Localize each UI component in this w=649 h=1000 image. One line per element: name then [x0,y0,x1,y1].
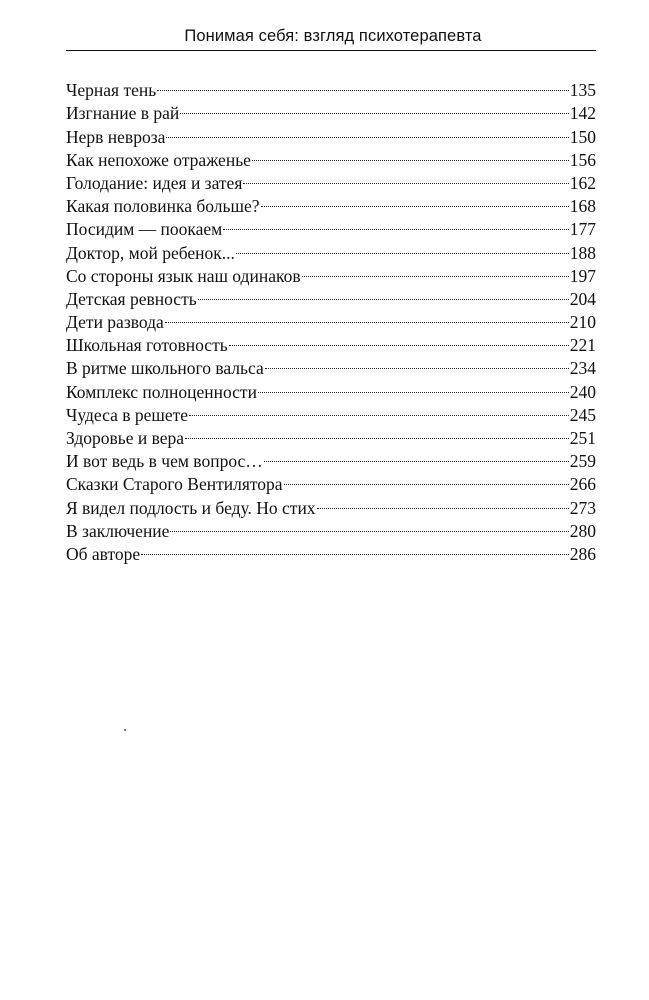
toc-entry-title: Нерв невроза [66,126,166,147]
toc-entry-page: 234 [569,358,596,379]
toc-entry-page: 286 [569,543,596,564]
toc-entry-title: Как непохоже отраженье [66,149,251,170]
dot-leader [265,351,569,374]
toc-entry-title: В заключение [66,520,170,541]
toc-entry-page: 280 [569,520,596,541]
dot-leader [302,259,569,282]
dot-leader [189,398,569,421]
dot-leader [157,73,569,96]
dot-leader [166,119,568,142]
dot-leader [252,143,569,166]
toc-entry-page: 273 [569,497,596,518]
toc-entry-page: 197 [569,265,596,286]
dot-leader [180,96,568,119]
dot-leader [165,305,569,328]
toc-entry-page: 221 [569,335,596,356]
toc-entry-title: Голодание: идея и затея [66,172,243,193]
toc-entry-title: Со стороны язык наш одинаков [66,265,301,286]
dot-leader [258,374,569,397]
dot-leader [170,514,568,537]
toc-entry-title: Доктор, мой ребенок... [66,242,235,263]
toc-entry-page: 259 [569,451,596,472]
toc-entry-page: 156 [569,149,596,170]
toc-entry-page: 240 [569,381,596,402]
toc-entry-title: Дети развода [66,312,164,333]
toc-entry-page: 135 [569,80,596,101]
toc-entry-page: 162 [569,172,596,193]
dot-leader [236,235,569,258]
toc-entry-page: 210 [569,312,596,333]
dot-leader [223,212,568,235]
toc-entry [66,537,596,564]
toc-entry-title: Школьная готовность [66,335,228,356]
toc-entry-page: 168 [569,196,596,217]
toc-entry-title: Комплекс полноценности [66,381,257,402]
toc-entry-title: Черная тень [66,80,157,101]
dot-leader [185,421,569,444]
toc-entry-title: И вот ведь в чем вопрос… [66,451,263,472]
header-rule [66,50,596,51]
toc-entry-title: Чудеса в решете [66,404,189,425]
dot-leader [284,467,569,490]
toc-entry-title: В ритме школьного вальса [66,358,264,379]
toc-entry-page: 177 [569,219,596,240]
running-head: Понимая себя: взгляд психотерапевта [184,27,482,45]
toc-entry-title: Детская ревность [66,288,197,309]
toc-entry-page: 142 [569,103,596,124]
toc-entry-title: Сказки Старого Вентилятора [66,474,283,495]
dot-leader [229,328,569,351]
dot-leader [198,282,569,305]
toc-entry-title: Посидим — поокаем [66,219,223,240]
dot-leader [264,444,569,467]
table-of-contents [66,73,596,564]
toc-entry-title: Изгнание в рай [66,103,180,124]
toc-entry-page: 188 [569,242,596,263]
toc-entry-page: 150 [569,126,596,147]
toc-entry-title: Я видел подлость и беду. Но стих [66,497,316,518]
toc-entry [66,73,596,101]
toc-entry-page: 251 [569,428,596,448]
toc-entry-page: 204 [569,288,596,309]
dot-leader [317,490,569,513]
dot-leader [243,166,568,189]
toc-entry-page: 266 [569,474,596,495]
toc-entry-title: Здоровье и вера [66,428,185,448]
toc-entry-title: Какая половинка больше? [66,196,260,217]
toc-entry-title: Об авторе [66,543,141,564]
dot-leader [141,537,569,560]
stray-dot [124,729,126,731]
dot-leader [261,189,569,212]
toc-entry-page: 245 [569,404,596,425]
